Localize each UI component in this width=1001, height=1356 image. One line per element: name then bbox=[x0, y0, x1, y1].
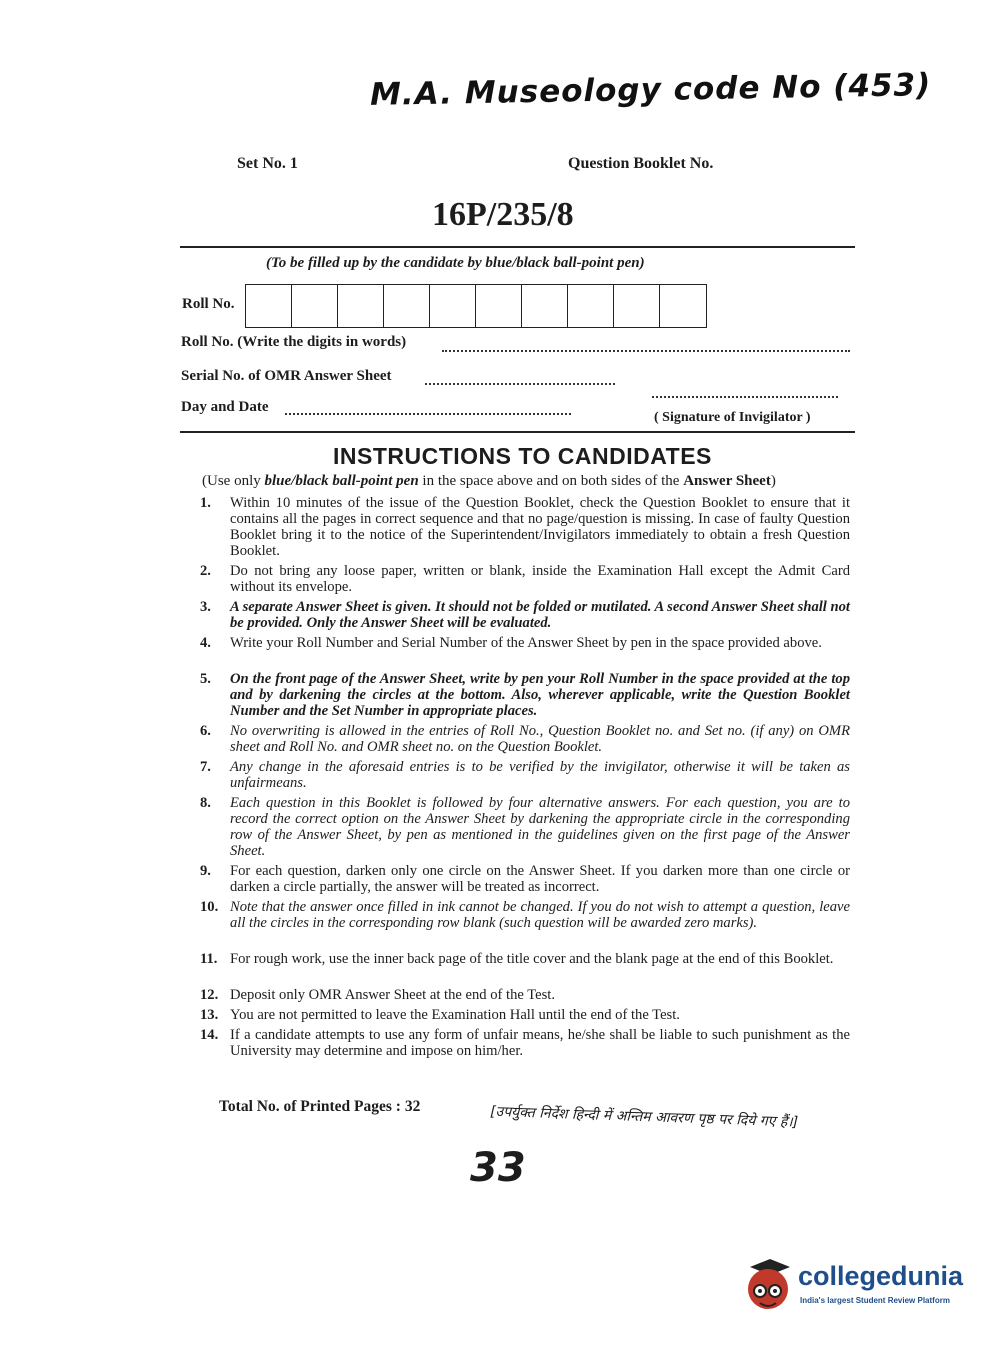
instruction-item: 9. For each question, darken only one circle on the Answer Sheet. If you darken more than one circle or darken a circle partially, the answer will be treated as incorrect. bbox=[200, 863, 850, 895]
instruction-item: 14. If a candidate attempts to use any form of unfair means, he/she shall be liable to such punishment as the University may determine and impose on him/her. bbox=[200, 1027, 850, 1059]
handwritten-page-count: 33 bbox=[470, 1145, 526, 1191]
day-date-label: Day and Date bbox=[181, 399, 269, 415]
instruction-item: 8. Each question in this Booklet is followed by four alternative answers. For each question, you are to record the correct option on the Answer Sheet by darkening the appropriate circle in the corresponding row of the Answer Sheet, by pen as mentioned in the guidelines given on the first page of the Answer Sheet. bbox=[200, 795, 850, 859]
mascot-icon bbox=[740, 1255, 792, 1313]
booklet-code: 16P/235/8 bbox=[432, 196, 574, 233]
instruction-item: 10. Note that the answer once filled in ink cannot be changed. If you do not wish to attempt a question, leave all the circles in the corresponding row blank (such question will be awarded zero marks). bbox=[200, 899, 850, 931]
total-printed-pages: Total No. of Printed Pages : 32 bbox=[219, 1098, 421, 1115]
roll-digit-box[interactable] bbox=[292, 285, 338, 327]
instruction-item: 12. Deposit only OMR Answer Sheet at the end of the Test. bbox=[200, 987, 555, 1003]
use-pen-note: (Use only blue/black ball-point pen in the space above and on both sides of the Answer Sheet) bbox=[202, 473, 776, 489]
instructions-heading: INSTRUCTIONS TO CANDIDATES bbox=[333, 443, 712, 469]
roll-digit-box[interactable] bbox=[614, 285, 660, 327]
signature-label: ( Signature of Invigilator ) bbox=[654, 410, 811, 425]
serial-omr-label: Serial No. of OMR Answer Sheet bbox=[181, 368, 392, 384]
instruction-item: 7. Any change in the aforesaid entries is to be verified by the invigilator, otherwise it will be taken as unfairmeans. bbox=[200, 759, 850, 791]
collegedunia-watermark bbox=[740, 1255, 970, 1315]
instruction-item: 4. Write your Roll Number and Serial Number of the Answer Sheet by pen in the space provided above. bbox=[200, 635, 822, 651]
instruction-item: 11. For rough work, use the inner back page of the title cover and the blank page at the end of this Booklet. bbox=[200, 951, 834, 967]
instruction-item: 1. Within 10 minutes of the issue of the Question Booklet, check the Question Booklet to ensure that it contains all the pages in correct sequence and that no page/question is missing. In case of faulty Question Booklet bring it to the notice of the Superintendent/Invigilators immediately to obtain a fresh Question Booklet. bbox=[200, 495, 850, 559]
roll-no-boxes[interactable] bbox=[245, 284, 707, 328]
roll-digit-box[interactable] bbox=[476, 285, 522, 327]
fill-instruction-note: (To be filled up by the candidate by blue/black ball-point pen) bbox=[266, 255, 645, 271]
roll-no-label: Roll No. bbox=[182, 296, 235, 312]
roll-no-words-label: Roll No. (Write the digits in words) bbox=[181, 334, 407, 350]
roll-digit-box[interactable] bbox=[660, 285, 706, 327]
handwritten-title: M.A. Museology code No (453) bbox=[369, 67, 932, 113]
instruction-item: 5. On the front page of the Answer Sheet, write by pen your Roll Number in the space provided at the top and by darkening the circles at the bottom. Also, wherever applicable, write the Question Booklet Number and the Set Number in appropriate places. bbox=[200, 671, 850, 719]
roll-no-words-field[interactable] bbox=[442, 350, 850, 352]
bottom-rule bbox=[180, 431, 855, 433]
set-number: Set No. 1 bbox=[237, 155, 298, 172]
roll-digit-box[interactable] bbox=[522, 285, 568, 327]
roll-digit-box[interactable] bbox=[338, 285, 384, 327]
instruction-item: 6. No overwriting is allowed in the entries of Roll No., Question Booklet no. and Set no. (if any) on OMR sheet and Roll No. and OMR sheet no. on the Question Booklet. bbox=[200, 723, 850, 755]
top-rule bbox=[180, 246, 855, 248]
instruction-item: 3. A separate Answer Sheet is given. It should not be folded or mutilated. A second Answer Sheet shall not be provided. Only the Answer Sheet will be evaluated. bbox=[200, 599, 850, 631]
signature-field[interactable] bbox=[652, 396, 838, 398]
brand-name: collegedunia bbox=[798, 1261, 964, 1291]
day-date-field[interactable] bbox=[285, 413, 571, 415]
roll-digit-box[interactable] bbox=[568, 285, 614, 327]
instruction-item: 13. You are not permitted to leave the Examination Hall until the end of the Test. bbox=[200, 1007, 680, 1023]
roll-digit-box[interactable] bbox=[246, 285, 292, 327]
brand-tagline: India's largest Student Review Platform bbox=[800, 1296, 950, 1305]
question-booklet-label: Question Booklet No. bbox=[568, 155, 714, 172]
roll-digit-box[interactable] bbox=[430, 285, 476, 327]
instruction-item: 2. Do not bring any loose paper, written or blank, inside the Examination Hall except the Admit Card without its envelope. bbox=[200, 563, 850, 595]
instructions-list bbox=[200, 495, 850, 1063]
serial-omr-field[interactable] bbox=[425, 383, 615, 385]
hindi-instructions-note: [उपर्युक्त निर्देश हिन्दी में अन्तिम आवरण पृष्ठ पर दिये गए हैं।] bbox=[489, 1103, 799, 1131]
roll-digit-box[interactable] bbox=[384, 285, 430, 327]
